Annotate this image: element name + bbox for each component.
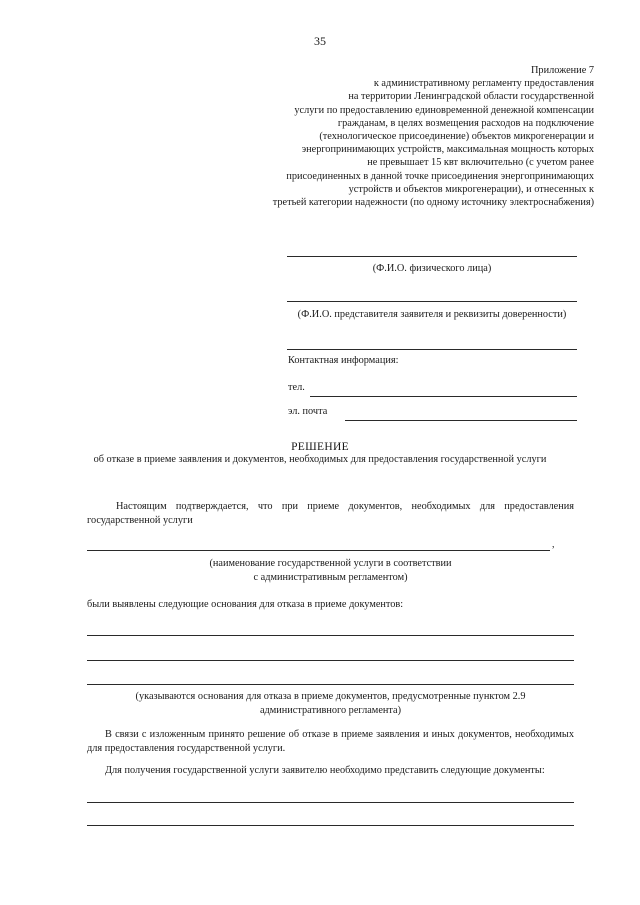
appendix-header [250,64,594,209]
decision-title: РЕШЕНИЕ [291,441,349,453]
documents-field-2[interactable] [87,825,574,826]
grounds-field-3[interactable] [87,684,574,685]
appendix-line: Приложение 7 [531,65,594,76]
comma-mark: , [552,539,555,550]
documents-intro: Для получения государственной услуги заявителю необходимо представить следующие документы: [105,765,545,776]
appendix-line: гражданам, в целях возмещения расходов на подключение [337,117,594,129]
contact-label: Контактная информация: [288,355,399,366]
email-field[interactable] [345,420,577,421]
grounds-field-2[interactable] [87,660,574,661]
appendix-line: присоединенных в данной точке присоединения энергопринимающих [286,170,594,182]
representative-caption: (Ф.И.О. представителя заявителя и реквизиты доверенности) [297,309,567,320]
service-caption-line-2: с административным регламентом) [253,572,408,583]
page-number: 35 [314,34,326,48]
phone-field[interactable] [310,396,577,397]
contact-extra-field[interactable] [287,349,577,350]
appendix-line: не превышает 15 квт включительно (с учетом ранее [367,157,594,169]
appendix-line: устройств и объектов микрогенерации), и отнесенных к [348,183,594,195]
documents-field-1[interactable] [87,802,574,803]
confirmation-paragraph: Настоящим подтверждается, что при приеме документов, необходимых для предоставления государственной услуги [87,501,574,526]
grounds-intro: были выявлены следующие основания для отказа в приеме документов: [87,599,404,610]
grounds-field-1[interactable] [87,635,574,636]
grounds-caption-line-2: административного регламента) [259,705,402,716]
appendix-line: на территории Ленинградской области государственной [348,91,594,103]
service-name-field[interactable] [87,550,550,551]
grounds-caption-line-1: (указываются основания для отказа в приеме документов, предусмотренные пунктом 2.9 [135,691,526,702]
decision-subtitle: об отказе в приеме заявления и документов, необходимых для предоставления государственной услуги [93,454,547,465]
refusal-paragraph: В связи с изложенным принято решение об отказе в приеме заявления и иных документов, необходимых для предоставления государственной услуги. [87,729,574,754]
representative-field[interactable] [287,301,577,302]
appendix-line: третьей категории надежности (по одному источнику электроснабжения) [272,197,594,209]
applicant-name-field[interactable] [287,256,577,257]
email-label: эл. почта [288,406,328,417]
appendix-line: (технологическое присоединение) объектов микрогенерации и [319,131,594,143]
appendix-line: услуги по предоставлению единовременной денежной компенсации [294,104,594,116]
service-caption-line-1: (наименование государственной услуги в соответствии [209,558,452,569]
appendix-line: к административному регламенту предоставления [373,78,594,90]
applicant-name-caption: (Ф.И.О. физического лица) [372,263,492,274]
phone-label: тел. [288,382,305,393]
appendix-line: энергопринимающих устройств, максимальная мощность которых [301,144,594,156]
